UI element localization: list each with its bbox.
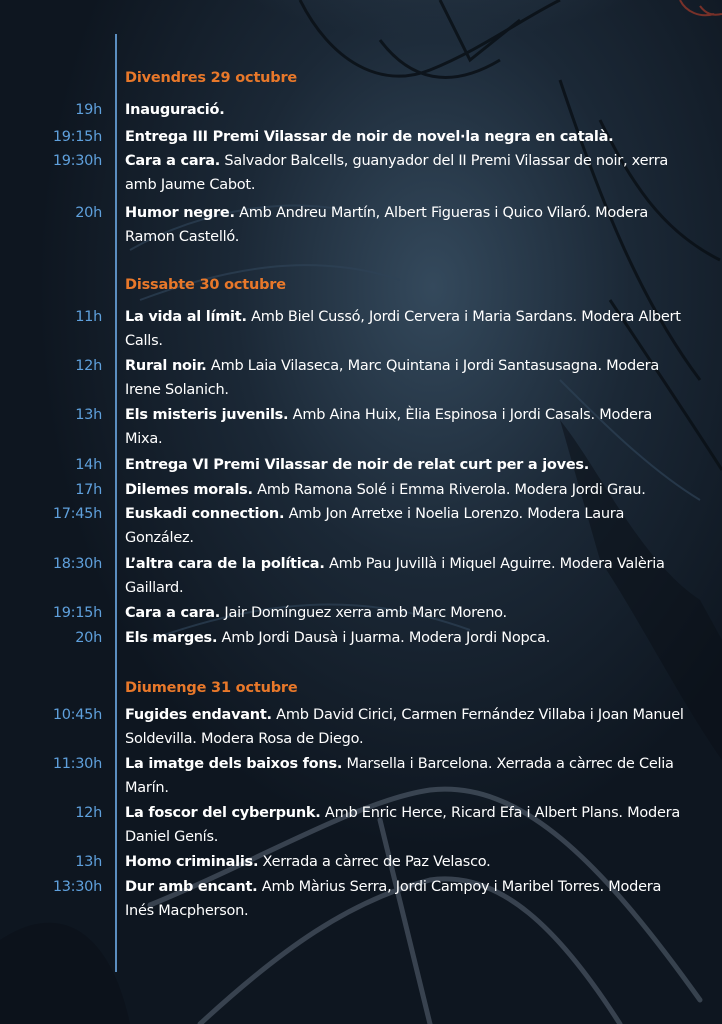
event-description <box>125 503 685 550</box>
event-title: Entrega III Premi Vilassar de noir de novel·la negra en català. <box>125 129 614 145</box>
event-time: 20h <box>75 630 102 646</box>
event-text: Amb Andreu Martín, Albert Figueras i Quico Vilaró. Modera Ramon Castelló. <box>125 205 648 245</box>
event-title: Dur amb encant. <box>125 879 258 895</box>
event-text: Amb Aina Huix, Èlia Espinosa i Jordi Casals. Modera Mixa. <box>125 407 653 447</box>
event-title: Els misteris juvenils. <box>125 407 289 423</box>
day-heading-divendres: Divendres 29 octubre <box>125 70 298 86</box>
event-title: Fugides endavant. <box>125 707 272 723</box>
event-text: Jair Domínguez xerra amb Marc Moreno. <box>220 605 507 621</box>
event-description <box>125 150 685 197</box>
event-time: 11h <box>75 309 102 325</box>
event-time: 13h <box>75 854 102 870</box>
day-heading-dissabte: Dissabte 30 octubre <box>125 277 286 293</box>
event-description <box>125 126 685 150</box>
event-text: Amb Pau Juvillà i Miquel Aguirre. Modera Valèria Gaillard. <box>125 556 665 596</box>
event-text: Amb Jordi Dausà i Juarma. Modera Jordi Nopca. <box>217 630 551 646</box>
event-title: Els marges. <box>125 630 218 646</box>
event-text: Amb David Cirici, Carmen Fernández Villaba i Joan Manuel Soldevilla. Modera Rosa de Diego. <box>125 707 684 747</box>
event-description <box>125 802 685 849</box>
event-title: Entrega VI Premi Vilassar de noir de relat curt per a joves. <box>125 457 590 473</box>
event-description <box>125 355 685 402</box>
event-title: L’altra cara de la política. <box>125 556 325 572</box>
event-title: Cara a cara. <box>125 605 221 621</box>
event-title: Euskadi connection. <box>125 506 285 522</box>
event-time: 20h <box>75 205 102 221</box>
event-title: Homo criminalis. <box>125 854 259 870</box>
event-time: 19h <box>75 102 102 118</box>
event-text: Xerrada a càrrec de Paz Velasco. <box>258 854 491 870</box>
event-description <box>125 602 685 626</box>
event-time: 13h <box>75 407 102 423</box>
event-title: Humor negre. <box>125 205 235 221</box>
event-text: Amb Enric Herce, Ricard Efa i Albert Plans. Modera Daniel Genís. <box>125 805 680 845</box>
event-description <box>125 454 685 478</box>
event-description <box>125 753 685 800</box>
event-text: Amb Biel Cussó, Jordi Cervera i Maria Sardans. Modera Albert Calls. <box>125 309 681 349</box>
event-time: 12h <box>75 805 102 821</box>
event-time: 19:30h <box>52 153 102 169</box>
event-description <box>125 99 685 123</box>
event-time: 18:30h <box>52 556 102 572</box>
event-title: Dilemes morals. <box>125 482 253 498</box>
event-time: 11:30h <box>52 756 102 772</box>
event-description <box>125 404 685 451</box>
event-text: Amb Laia Vilaseca, Marc Quintana i Jordi Santasusagna. Modera Irene Solanich. <box>125 358 660 398</box>
event-title: La vida al límit. <box>125 309 247 325</box>
event-description <box>125 202 685 249</box>
event-description <box>125 851 685 875</box>
event-title: Inauguració. <box>125 102 225 118</box>
event-time: 17:45h <box>52 506 102 522</box>
event-time: 17h <box>75 482 102 498</box>
event-time: 12h <box>75 358 102 374</box>
event-title: La imatge dels baixos fons. <box>125 756 343 772</box>
event-time: 10:45h <box>52 707 102 723</box>
event-title: La foscor del cyberpunk. <box>125 805 321 821</box>
event-text: Amb Màrius Serra, Jordi Campoy i Maribel Torres. Modera Inés Macpherson. <box>125 879 662 919</box>
event-description <box>125 306 685 353</box>
day-heading-diumenge: Diumenge 31 octubre <box>125 680 298 696</box>
event-description <box>125 627 685 651</box>
event-description <box>125 553 685 600</box>
timeline-line <box>115 34 117 972</box>
event-description <box>125 479 685 503</box>
event-title: Rural noir. <box>125 358 207 374</box>
event-title: Cara a cara. <box>125 153 221 169</box>
event-description <box>125 704 685 751</box>
event-text: Amb Ramona Solé i Emma Riverola. Modera Jordi Grau. <box>252 482 646 498</box>
event-text: Amb Jon Arretxe i Noelia Lorenzo. Modera Laura González. <box>125 506 625 546</box>
event-text: Salvador Balcells, guanyador del II Premi Vilassar de noir, xerra amb Jaume Cabot. <box>125 153 669 193</box>
event-time: 19:15h <box>52 129 102 145</box>
event-description <box>125 876 685 923</box>
event-time: 19:15h <box>52 605 102 621</box>
event-time: 14h <box>75 457 102 473</box>
event-text: Marsella i Barcelona. Xerrada a càrrec de Celia Marín. <box>125 756 674 796</box>
event-time: 13:30h <box>52 879 102 895</box>
